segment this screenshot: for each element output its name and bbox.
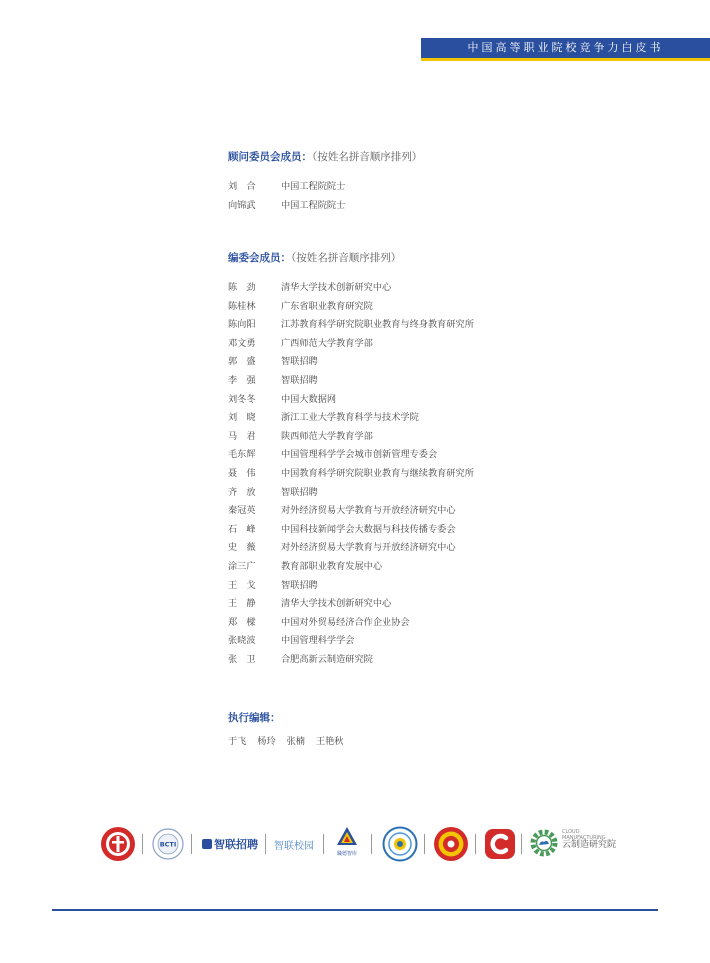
member-org: 智联招聘	[281, 579, 318, 591]
editorial-title: 编委会成员：	[228, 252, 291, 264]
member-org: 对外经济贸易大学教育与开放经济研究中心	[281, 542, 456, 554]
list-item	[228, 651, 648, 670]
advisory-list	[228, 178, 648, 215]
editor-name: 于飞	[228, 736, 247, 747]
editor-name: 杨玲	[257, 736, 276, 747]
member-name: 郑 樑	[228, 616, 256, 628]
list-item	[228, 409, 648, 428]
gear-logo-icon	[529, 828, 559, 858]
partner-logos	[100, 824, 620, 864]
member-org: 中国大数据网	[281, 393, 337, 405]
list-item	[228, 632, 648, 651]
zhaopin-logo: 智联招聘	[202, 836, 258, 852]
list-item	[228, 465, 648, 484]
member-org: 中国管理科学学会城市创新管理专委会	[281, 449, 438, 461]
member-name: 马 君	[228, 430, 256, 442]
member-org: 中国对外贸易经济合作企业协会	[281, 616, 410, 628]
member-org: 浙江工业大学教育科学与技术学院	[281, 412, 419, 424]
member-name: 秦冠英	[228, 505, 256, 517]
member-name: 陈向阳	[228, 319, 256, 331]
list-item	[228, 279, 648, 298]
think-tank-logo: 職德智库	[332, 826, 362, 857]
member-org: 中国管理科学学会	[281, 635, 355, 647]
member-org: 中国教育科学研究院职业教育与继续教育研究所	[281, 467, 474, 479]
cloud-manufacturing-logo: CLOUD MANUFACTURING 云制造研究院	[562, 829, 617, 850]
member-org: 中国工程院院士	[281, 199, 346, 211]
list-item	[228, 316, 648, 335]
list-item	[228, 428, 648, 447]
logo-separator	[191, 834, 192, 854]
list-item	[228, 298, 648, 317]
member-org: 中国工程院院士	[281, 181, 346, 192]
member-org: 智联招聘	[281, 374, 318, 386]
member-name: 毛东辉	[228, 449, 256, 461]
list-item	[228, 614, 648, 633]
document-title: 中国高等职业院校竞争力白皮书	[467, 41, 664, 54]
editor-name: 张楠	[286, 736, 305, 747]
red-c-logo-icon	[484, 828, 516, 860]
editorial-list	[228, 279, 648, 669]
member-name: 史 薇	[228, 542, 256, 554]
list-item	[228, 335, 648, 354]
executive-title: 执行编辑：	[228, 712, 281, 724]
member-name: 王 静	[228, 598, 256, 610]
list-item	[228, 558, 648, 577]
editorial-note: （按姓名拼音顺序排列）	[291, 252, 402, 264]
editorial-section	[228, 251, 648, 669]
header-band	[421, 38, 710, 58]
list-item	[228, 502, 648, 521]
list-item	[228, 539, 648, 558]
member-org: 广东省职业教育研究院	[281, 300, 373, 312]
list-item	[228, 178, 648, 197]
member-org: 江苏教育科学研究院职业教育与终身教育研究所	[281, 319, 474, 331]
member-name: 刘 晓	[228, 412, 256, 424]
logo-separator	[265, 834, 266, 854]
member-name: 王 戈	[228, 579, 256, 591]
member-org: 清华大学技术创新研究中心	[281, 598, 392, 610]
logo-separator	[371, 834, 372, 854]
list-item	[228, 577, 648, 596]
advisory-note: （按姓名拼音顺序排列）	[312, 151, 423, 163]
red-yellow-emblem-icon	[433, 826, 469, 862]
member-org: 智联招聘	[281, 356, 318, 368]
advisory-title: 顾问委员会成员：	[228, 151, 312, 163]
list-item	[228, 197, 648, 216]
member-org: 清华大学技术创新研究中心	[281, 282, 392, 293]
member-org: 中国科技新闻学会大数据与科技传播专委会	[281, 523, 456, 535]
member-name: 刘 合	[228, 181, 256, 192]
executive-names	[228, 733, 648, 747]
executive-heading	[228, 711, 648, 725]
member-name: 刘冬冬	[228, 393, 256, 405]
svg-text:BCTI: BCTI	[159, 840, 177, 849]
member-name: 齐 放	[228, 486, 256, 498]
member-org: 教育部职业教育发展中心	[281, 560, 383, 572]
advisory-heading	[228, 150, 648, 164]
member-name: 陈桂林	[228, 300, 256, 312]
logo-separator	[323, 834, 324, 854]
member-name: 邓文勇	[228, 337, 256, 349]
member-name: 向锦武	[228, 199, 256, 211]
member-org: 合肥高新云制造研究院	[281, 653, 373, 665]
member-org: 广西师范大学教育学部	[281, 337, 373, 349]
member-name: 郭 盛	[228, 356, 256, 368]
list-item	[228, 595, 648, 614]
editorial-heading	[228, 251, 648, 265]
list-item	[228, 353, 648, 372]
triangle-logo-icon	[336, 826, 358, 846]
logo-separator	[142, 834, 143, 854]
red-seal-logo-icon	[100, 826, 136, 862]
editor-name: 王艳秋	[315, 736, 344, 747]
header-stripe	[421, 58, 710, 61]
list-item	[228, 521, 648, 540]
member-name: 李 强	[228, 374, 256, 386]
list-item	[228, 484, 648, 503]
advisory-section	[228, 150, 648, 215]
member-name: 涂三广	[228, 560, 256, 572]
list-item	[228, 446, 648, 465]
member-name: 石 峰	[228, 523, 256, 535]
member-org: 智联招聘	[281, 486, 318, 498]
bcti-logo-icon	[152, 828, 184, 860]
member-name: 张晓波	[228, 635, 256, 647]
member-name: 聂 伟	[228, 467, 256, 479]
executive-section	[228, 711, 648, 747]
zhaopin-mark-icon	[202, 839, 212, 849]
member-name: 张 卫	[228, 653, 256, 665]
member-org: 陕西师范大学教育学部	[281, 430, 373, 442]
list-item	[228, 391, 648, 410]
logo-separator	[475, 834, 476, 854]
list-item	[228, 372, 648, 391]
footer-line	[52, 909, 658, 911]
blue-ring-logo-icon	[382, 826, 418, 862]
member-name: 陈 劲	[228, 282, 256, 293]
campus-logo: 智联校园	[274, 841, 314, 852]
logo-separator	[521, 834, 522, 854]
member-org: 对外经济贸易大学教育与开放经济研究中心	[281, 505, 456, 517]
logo-separator	[424, 834, 425, 854]
